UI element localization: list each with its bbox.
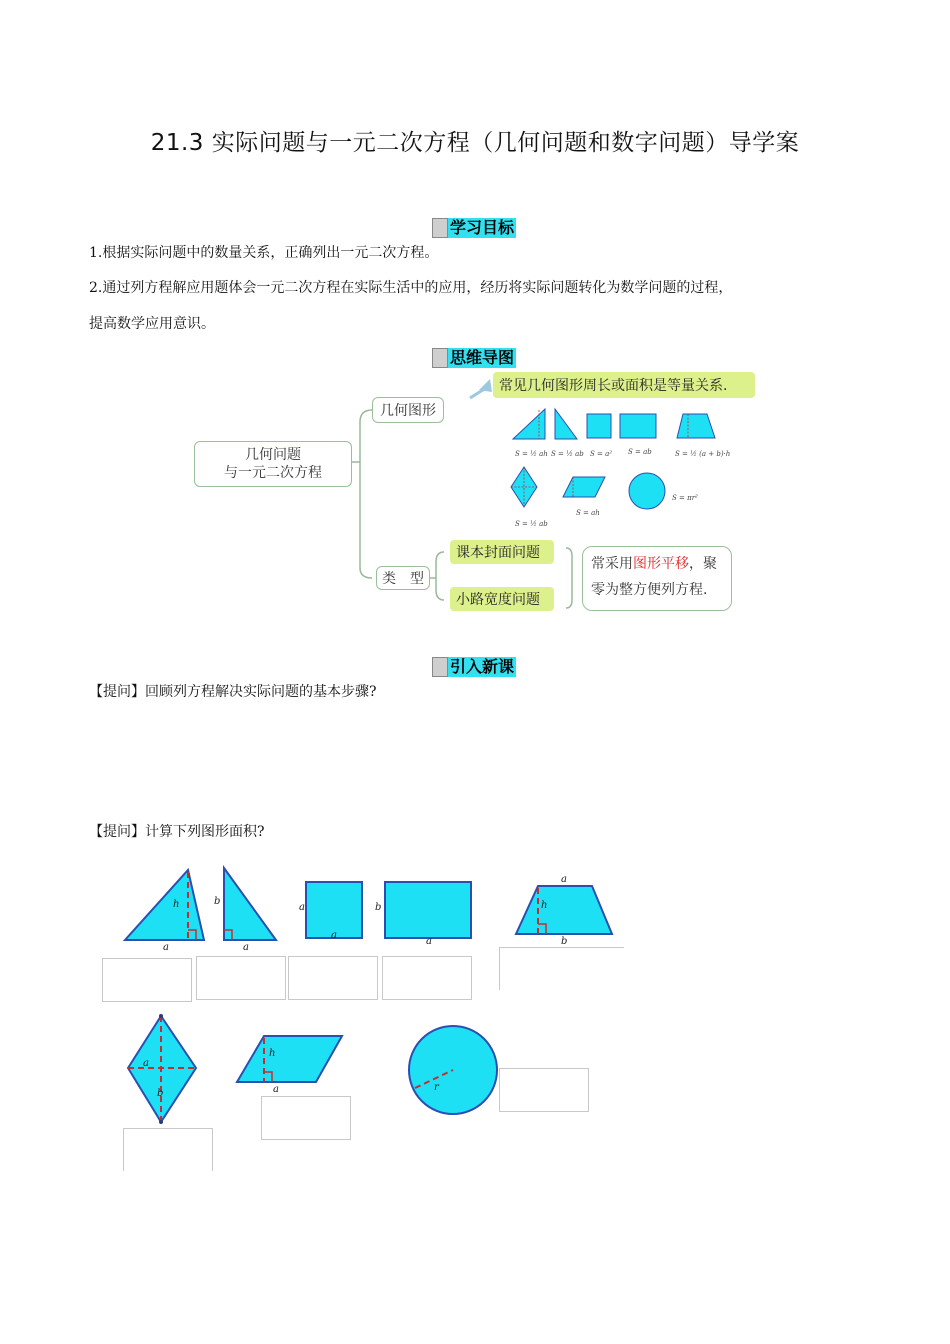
answer-box-rectangle[interactable] (382, 956, 472, 1000)
label-a: a (426, 936, 432, 947)
answer-box-triangle-2[interactable] (196, 956, 286, 1000)
formula-rectangle: S = ab (628, 448, 652, 456)
branch-geometry: 几何图形 (372, 397, 444, 423)
answer-box-rhombus[interactable] (123, 1128, 213, 1171)
answer-box-square[interactable] (288, 956, 378, 1000)
goal-item-2-continued: 提高数学应用意识。 (89, 316, 215, 332)
shape-triangle-acute (125, 870, 204, 953)
formula-circle: S = πr² (672, 494, 698, 502)
answer-box-trapezoid[interactable] (499, 947, 624, 990)
label-a: a (561, 874, 567, 885)
question-1: 【提问】回顾列方程解决实际问题的基本步骤? (89, 684, 377, 700)
answer-box-parallelogram[interactable] (261, 1096, 351, 1140)
formula-trapezoid: S = ½ (a + b)·h (675, 450, 731, 458)
label-b: b (561, 936, 568, 947)
question-2: 【提问】计算下列图形面积? (89, 824, 265, 840)
section-label: 学习目标 (450, 218, 515, 237)
label-a: a (143, 1058, 149, 1069)
branch-types: 类 型 (376, 566, 430, 590)
formula-rhombus: S = ½ ab (515, 520, 548, 528)
label-b: b (375, 902, 382, 913)
label-a: a (331, 930, 337, 941)
label-b: b (157, 1088, 164, 1099)
answer-box-circle[interactable] (499, 1068, 589, 1112)
section-label: 引入新课 (450, 657, 515, 676)
type-book-cover: 课本封面问题 (450, 540, 554, 564)
geometry-note: 常见几何图形周长或面积是等量关系. (493, 372, 755, 398)
section-label: 思维导图 (450, 348, 515, 367)
goal-item-1: 1.根据实际问题中的数量关系，正确列出一元二次方程。 (89, 245, 439, 261)
label-a: a (243, 942, 249, 953)
method-suffix: ，聚零为整方便列方程. (591, 556, 717, 598)
label-h: h (269, 1048, 276, 1059)
label-b: b (214, 896, 221, 907)
formula-triangle-2: S = ½ ab (551, 450, 584, 458)
label-h: h (173, 899, 180, 910)
formula-triangle-1: S = ½ ah (515, 450, 548, 458)
method-highlight: 图形平移 (633, 556, 689, 572)
shape-triangle-right (214, 868, 276, 953)
shape-circle (409, 1026, 497, 1114)
shape-rectangle (375, 882, 471, 947)
label-a: a (299, 902, 305, 913)
type-path-width: 小路宽度问题 (450, 587, 554, 611)
goal-item-2: 2.通过列方程解应用题体会一元二次方程在实际生活中的应用，经历将实际问题转化为数学问题的过程， (89, 280, 733, 296)
shape-parallelogram (237, 1036, 342, 1095)
label-a: a (273, 1084, 279, 1095)
answer-box-triangle-1[interactable] (102, 958, 192, 1002)
formula-parallelogram: S = ah (576, 509, 600, 517)
formula-square: S = a² (590, 450, 613, 458)
document-title: 21.3 实际问题与一元二次方程（几何问题和数字问题）导学案 (150, 130, 800, 156)
shape-rhombus (128, 1014, 196, 1124)
label-r: r (434, 1082, 439, 1093)
root-line-2: 与一元二次方程 (224, 465, 322, 481)
label-a: a (163, 942, 169, 953)
shape-square (299, 882, 362, 941)
root-line-1: 几何问题 (245, 447, 301, 463)
label-h: h (541, 900, 548, 911)
method-prefix: 常采用 (591, 556, 633, 572)
shape-trapezoid (516, 874, 612, 947)
